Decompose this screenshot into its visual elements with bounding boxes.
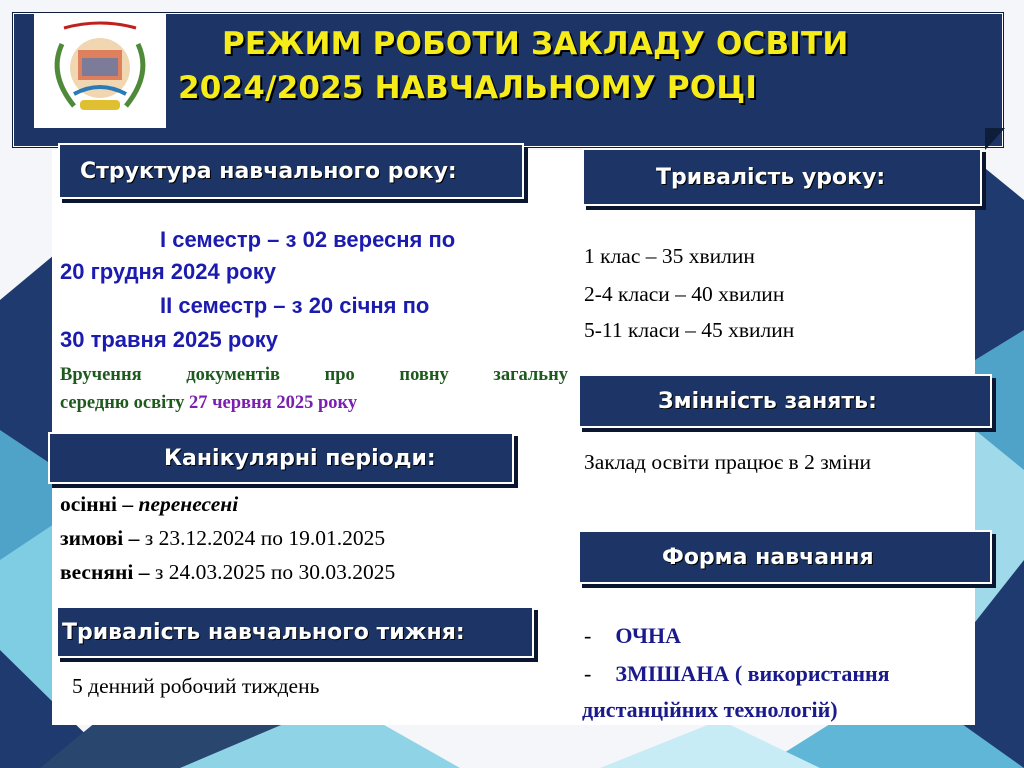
study-form-label: Форма навчання [578, 530, 992, 584]
title-line-1: РЕЖИМ РОБОТИ ЗАКЛАДУ ОСВІТИ [222, 26, 849, 62]
study-form-mixed-line-1: - ЗМІШАНА ( використання [584, 661, 890, 686]
shifts-label: Змінність занять: [578, 374, 992, 428]
title-line-2: 2024/2025 НАВЧАЛЬНОМУ РОЦІ [178, 70, 758, 106]
lesson-duration-label: Тривалість уроку: [582, 148, 982, 206]
holiday-winter: зимові – з 23.12.2024 по 19.01.2025 [60, 526, 386, 550]
documents-line-1: Вручення документів про повну загальну [60, 365, 568, 385]
page-title [170, 22, 1000, 110]
structure-label: Структура навчального року: [58, 143, 524, 199]
school-logo [34, 14, 166, 128]
lesson-duration-2: 2-4 класи – 40 хвилин [584, 282, 785, 306]
shifts-value: Заклад освіти працює в 2 зміни [584, 450, 871, 474]
semester-1-line-2: 20 грудня 2024 року [60, 259, 276, 284]
header-fold-decoration [985, 128, 1005, 150]
school-week-value: 5 денний робочий тиждень [72, 674, 320, 698]
semester-2-line-1: ІІ семестр – з 20 січня по [160, 293, 430, 318]
graduation-date: 27 червня 2025 року [189, 393, 358, 413]
semester-2-line-2: 30 травня 2025 року [60, 327, 278, 352]
lesson-duration-3: 5-11 класи – 45 хвилин [584, 318, 795, 342]
holiday-spring: весняні – з 24.03.2025 по 30.03.2025 [60, 560, 396, 584]
semester-1-line-1: І семестр – з 02 вересня по [160, 227, 456, 252]
wreath-logo-icon [34, 14, 166, 128]
lesson-duration-1: 1 клас – 35 хвилин [584, 244, 755, 268]
school-week-label: Тривалість навчального тижня: [56, 606, 534, 658]
holiday-autumn: осінні – перенесені [60, 492, 239, 516]
holidays-label: Канікулярні періоди: [48, 432, 514, 484]
study-form-mixed-line-2: дистанційних технологій) [582, 697, 838, 722]
documents-line-2: середню освіту 27 червня 2025 року [60, 393, 358, 413]
study-form-full-time: - ОЧНА [584, 623, 682, 648]
